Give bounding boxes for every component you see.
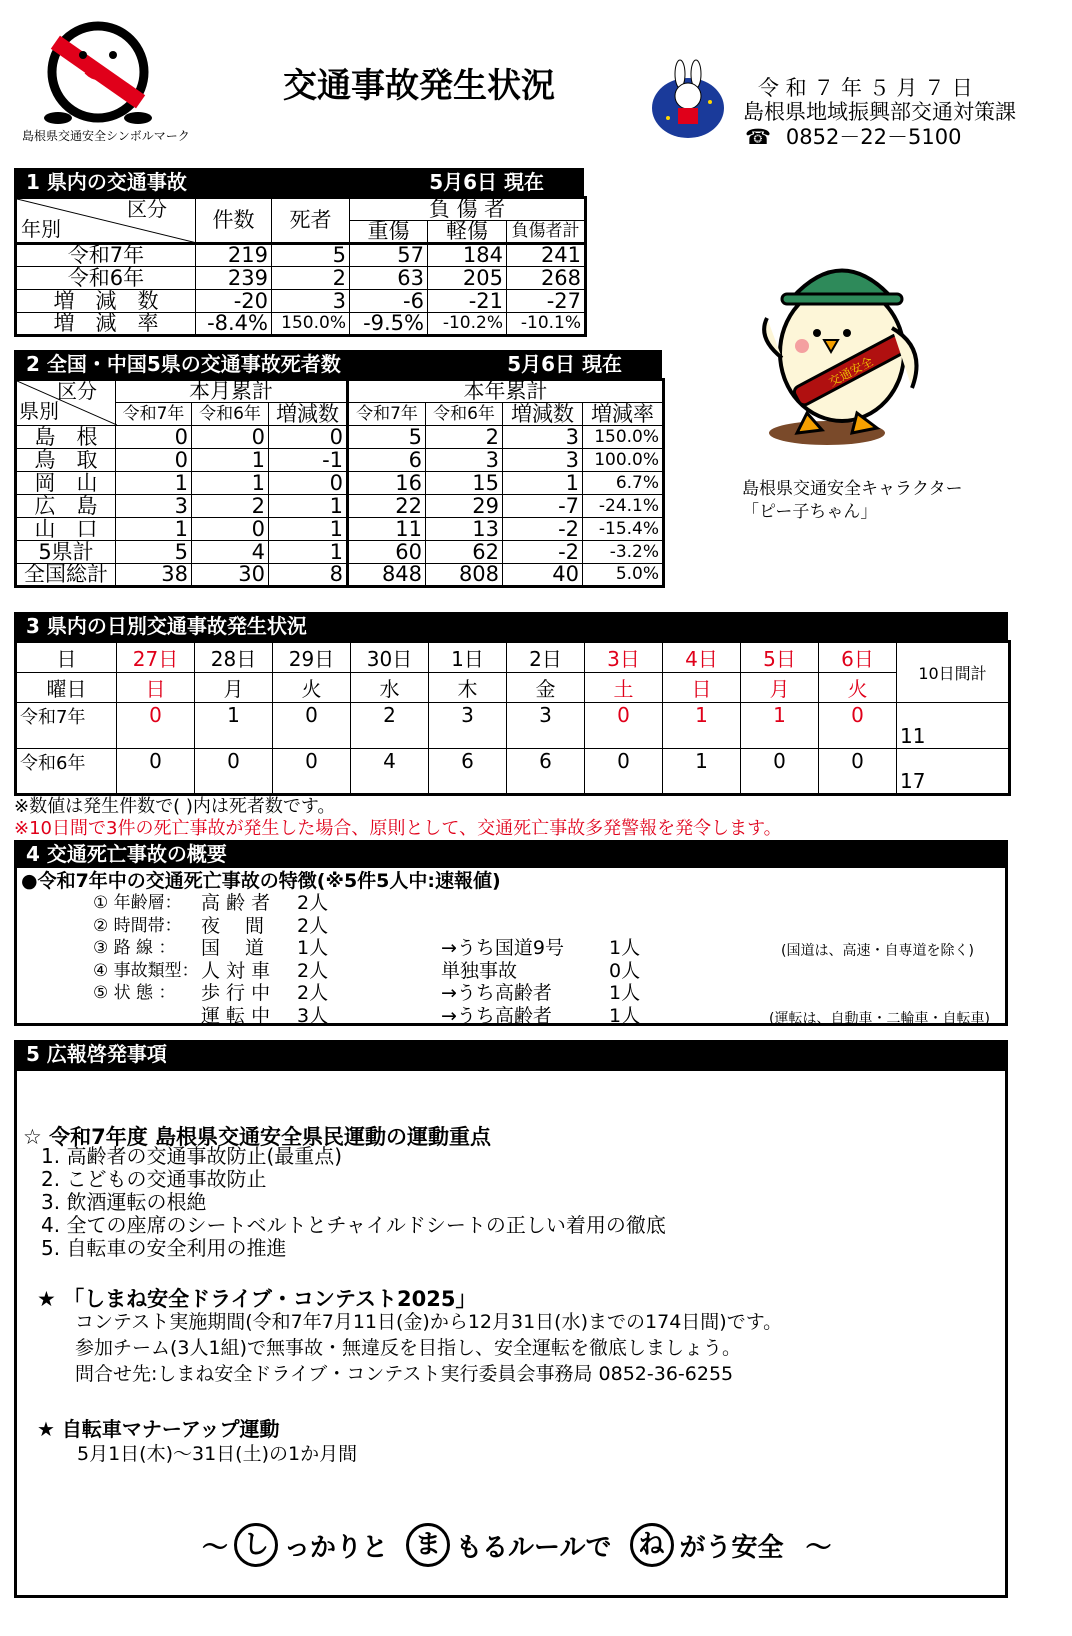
section3-header [14, 612, 1008, 640]
year-cumulative-header: 本年累計 [348, 380, 664, 403]
weekday-cell: 月 [195, 673, 273, 703]
section3 [14, 612, 1008, 840]
month-cumulative-header: 本月累計 [116, 380, 348, 403]
serious: 63 [350, 267, 428, 290]
r6-value: 4 [351, 749, 429, 795]
injured-total: -10.1% [507, 313, 586, 336]
weekday-cell: 火 [273, 673, 351, 703]
section3-table [14, 640, 1011, 796]
row-label: 増 減 数 [16, 290, 196, 313]
slogan-text-1: っかりと [284, 1532, 389, 1563]
day-cell: 2日 [507, 642, 585, 673]
item-count: 2人 [297, 914, 329, 937]
fatal-accident-item [17, 978, 1007, 1004]
r6-value: 0 [117, 749, 195, 795]
col-diff: 増減数 [503, 403, 583, 426]
item-label: ② 時間帯： [93, 915, 182, 936]
year-r7: 5 [348, 426, 426, 449]
injured-total: 241 [507, 244, 586, 267]
injured-total: -27 [507, 290, 586, 313]
col-diff: 増減数 [269, 403, 348, 426]
r6-total: 17 [897, 749, 1010, 795]
year-r6: 13 [426, 518, 503, 541]
section1-corner-top: 区分 [127, 197, 167, 221]
row-label: 令和7年 [16, 244, 196, 267]
table-row [16, 518, 664, 541]
r6-value: 1 [663, 749, 741, 795]
weekday-cell: 木 [429, 673, 507, 703]
table-row [16, 541, 664, 564]
section4-body [14, 868, 1008, 1026]
section2-title: 2 全国・中国5県の交通事故死者数 [26, 352, 341, 376]
piko-chan-character [752, 248, 932, 458]
r6-value: 0 [273, 749, 351, 795]
year-rate: 6.7% [583, 472, 664, 495]
row-label: 増 減 率 [16, 313, 196, 336]
page-title: 交通事故発生状況 [283, 66, 555, 106]
year-rate: 150.0% [583, 426, 664, 449]
month-diff: 1 [269, 518, 348, 541]
year-diff: -7 [503, 495, 583, 518]
year-diff: 3 [503, 449, 583, 472]
item-label: ① 年齢層： [93, 893, 182, 913]
r7-value: 0 [117, 703, 195, 749]
section3-title: 3 県内の日別交通事故発生状況 [26, 614, 307, 638]
year-r7: 22 [348, 495, 426, 518]
section5 [14, 1040, 1008, 1598]
r6-value: 6 [507, 749, 585, 795]
cases: 239 [196, 267, 272, 290]
row-label: 山 口 [16, 518, 116, 541]
month-diff: 0 [269, 472, 348, 495]
col-r7: 令和7年 [116, 403, 192, 426]
month-r6: 2 [192, 495, 269, 518]
section3-note2: ※10日間で3件の死亡事故が発生した場合、原則として、交通死亡事故多発警報を発令します。 [14, 818, 782, 839]
col-rate: 増減率 [583, 403, 664, 426]
item-sub-count: 1人 [609, 1004, 641, 1027]
slogan [202, 1523, 832, 1567]
section1-header [14, 168, 584, 196]
deaths: 150.0% [272, 313, 350, 336]
rabbit-mascot [648, 58, 728, 140]
item-count: 2人 [297, 982, 329, 1004]
year-rate: -15.4% [583, 518, 664, 541]
deaths: 2 [272, 267, 350, 290]
section5-body [14, 1068, 1008, 1598]
row-label: 5県計 [16, 541, 116, 564]
day-cell: 27日 [117, 642, 195, 673]
month-diff: 1 [269, 495, 348, 518]
weekday-cell: 月 [741, 673, 819, 703]
month-diff: -1 [269, 449, 348, 472]
table-row [16, 426, 664, 449]
bicycle-period: 5月1日(木)～31日(土)の1か月間 [77, 1443, 358, 1465]
driving-note: (運転は、自動車・二輪車・自転車) [769, 1011, 990, 1027]
r7-value: 0 [585, 703, 663, 749]
ten-day-total-label: 10日間計 [897, 642, 1010, 703]
cases: 219 [196, 244, 272, 267]
month-r6: 1 [192, 449, 269, 472]
minor: -10.2% [428, 313, 507, 336]
contest-line: 参加チーム(3人1組)で無事故・無違反を目指し、安全運転を徹底しましょう。 [75, 1337, 742, 1359]
deaths: 3 [272, 290, 350, 313]
r6-value: 0 [741, 749, 819, 795]
col-r7: 令和7年 [348, 403, 426, 426]
month-r7: 38 [116, 564, 192, 587]
department-name: 島根県地域振興部交通対策課 [743, 100, 1016, 124]
section4 [14, 840, 1008, 1026]
row-label: 令和6年 [16, 267, 196, 290]
weekday-cell: 水 [351, 673, 429, 703]
month-r6: 1 [192, 472, 269, 495]
col-deaths: 死者 [272, 198, 350, 244]
section2-corner [16, 380, 116, 426]
month-diff: 0 [269, 426, 348, 449]
r7-row-label: 令和7年 [16, 703, 117, 749]
minor: -21 [428, 290, 507, 313]
section1 [14, 168, 584, 337]
section5-title: 5 広報啓発事項 [26, 1042, 167, 1066]
r7-value: 0 [819, 703, 897, 749]
slogan-tilde-end: ～ [805, 1532, 832, 1563]
r7-value: 1 [741, 703, 819, 749]
injured-total: 268 [507, 267, 586, 290]
section1-corner-bottom: 年別 [21, 217, 61, 241]
bicycle-heading: ★ 自転車マナーアップ運動 [37, 1417, 280, 1441]
priority-item: 1. 高齢者の交通事故防止(最重点) [41, 1144, 343, 1168]
year-rate: -24.1% [583, 495, 664, 518]
item-sub: →うち国道9号 [441, 937, 565, 959]
priorities-heading: ☆ 令和7年度 島根県交通安全県民運動の運動重点 [23, 1125, 492, 1149]
fatal-accident-item [17, 888, 1007, 914]
year-r7: 16 [348, 472, 426, 495]
item-sub: 単独事故 [441, 959, 518, 982]
section2-corner-bottom: 県別 [19, 399, 59, 423]
item-sub: →うち高齢者 [441, 982, 552, 1004]
contest-line: 問合せ先:しまね安全ドライブ・コンテスト実行委員会事務局 0852-36-6255 [75, 1363, 734, 1385]
r6-row-label: 令和6年 [16, 749, 117, 795]
month-r6: 0 [192, 426, 269, 449]
year-diff: 40 [503, 564, 583, 587]
section1-as-of: 5月6日 現在 [429, 170, 544, 194]
weekday-cell: 火 [819, 673, 897, 703]
day-cell: 4日 [663, 642, 741, 673]
fatal-accident-item [17, 911, 1007, 937]
month-diff: 1 [269, 541, 348, 564]
priority-item: 4. 全ての座席のシートベルトとチャイルドシートの正しい着用の徹底 [41, 1213, 666, 1237]
col-minor: 軽傷 [428, 221, 507, 244]
table-row [16, 267, 586, 290]
section1-corner [16, 198, 196, 244]
slogan-circle-ma: ま [406, 1523, 450, 1567]
item-value: 人 対 車 [201, 959, 271, 982]
table-row [16, 244, 586, 267]
day-cell: 29日 [273, 642, 351, 673]
section1-table [14, 196, 587, 337]
r7-value: 2 [351, 703, 429, 749]
year-r6: 62 [426, 541, 503, 564]
serious: -6 [350, 290, 428, 313]
section4-subtitle: ●令和7年中の交通死亡事故の特徴(※5件5人中:速報値) [21, 870, 501, 892]
minor: 205 [428, 267, 507, 290]
item-value: 国 道 [201, 937, 265, 959]
section2-corner-top: 区分 [57, 379, 97, 403]
row-label: 広 島 [16, 495, 116, 518]
item-value: 運 転 中 [201, 1004, 271, 1027]
year-rate: 100.0% [583, 449, 664, 472]
day-cell: 3日 [585, 642, 663, 673]
symbol-mark-caption: 島根県交通安全シンボルマーク [22, 129, 190, 143]
contest-heading: ★ 「しまね安全ドライブ・コンテスト2025」 [37, 1287, 477, 1311]
month-r7: 5 [116, 541, 192, 564]
item-label: ④ 事故類型： [93, 960, 199, 981]
weekday-cell: 金 [507, 673, 585, 703]
cases: -8.4% [196, 313, 272, 336]
year-r6: 29 [426, 495, 503, 518]
year-r6: 3 [426, 449, 503, 472]
table-row [16, 564, 664, 587]
item-count: 1人 [297, 937, 329, 959]
month-r6: 30 [192, 564, 269, 587]
table-row [16, 449, 664, 472]
weekday-cell: 日 [117, 673, 195, 703]
year-r7: 6 [348, 449, 426, 472]
col-injured: 負 傷 者 [350, 198, 586, 221]
month-r6: 0 [192, 518, 269, 541]
year-r6: 15 [426, 472, 503, 495]
contest-line: コンテスト実施期間(令和7年7月11日(金)から12月31日(水)までの174日間)です。 [75, 1311, 783, 1333]
section4-title: 4 交通死亡事故の概要 [26, 842, 227, 866]
r7-value: 3 [429, 703, 507, 749]
slogan-text-2: もるルールで [456, 1532, 612, 1563]
row-label: 全国総計 [16, 564, 116, 587]
priority-item: 2. こどもの交通事故防止 [41, 1167, 267, 1191]
table-row [16, 495, 664, 518]
year-r7: 60 [348, 541, 426, 564]
character-caption-1: 島根県交通安全キャラクター [742, 479, 963, 499]
road-note: (国道は、高速・自専道を除く) [781, 943, 974, 959]
table-row [16, 313, 586, 336]
year-r7: 11 [348, 518, 426, 541]
symbol-mark-logo [38, 20, 158, 124]
month-r7: 1 [116, 518, 192, 541]
day-cell: 28日 [195, 642, 273, 673]
section2-header [14, 350, 662, 378]
item-value: 高 齢 者 [201, 892, 271, 914]
sash-text: 交通安全 [826, 354, 876, 390]
phone-icon: ☎ [745, 125, 772, 149]
col-cases: 件数 [196, 198, 272, 244]
issue-date: 令 和 ７ 年 ５ 月 ７ 日 [758, 76, 973, 100]
r6-value: 0 [819, 749, 897, 795]
year-diff: -2 [503, 541, 583, 564]
day-cell: 30日 [351, 642, 429, 673]
year-diff: 1 [503, 472, 583, 495]
row-label: 島 根 [16, 426, 116, 449]
weekday-cell: 土 [585, 673, 663, 703]
year-r6: 808 [426, 564, 503, 587]
day-cell: 6日 [819, 642, 897, 673]
day-cell: 1日 [429, 642, 507, 673]
item-sub: →うち高齢者 [441, 1004, 552, 1027]
slogan-circle-shi: し [234, 1523, 278, 1567]
serious: -9.5% [350, 313, 428, 336]
month-diff: 8 [269, 564, 348, 587]
item-label: ⑤ 状 態 ： [93, 983, 176, 1003]
year-rate: 5.0% [583, 564, 664, 587]
r6-value: 0 [585, 749, 663, 795]
section1-title: 1 県内の交通事故 [26, 170, 187, 194]
month-r7: 1 [116, 472, 192, 495]
slogan-text-3: がう安全 [679, 1532, 784, 1563]
month-r6: 4 [192, 541, 269, 564]
serious: 57 [350, 244, 428, 267]
year-diff: -2 [503, 518, 583, 541]
item-value: 歩 行 中 [201, 982, 271, 1004]
item-label: ③ 路 線 ： [93, 938, 176, 958]
slogan-circle-ne: ね [630, 1523, 674, 1567]
r6-value: 6 [429, 749, 507, 795]
slogan-tilde-start: ～ [202, 1532, 229, 1563]
year-rate: -3.2% [583, 541, 664, 564]
item-count: 2人 [297, 892, 329, 914]
day-row-label: 日 [16, 642, 117, 673]
col-r6: 令和6年 [192, 403, 269, 426]
r7-value: 0 [273, 703, 351, 749]
phone-line [745, 121, 961, 151]
year-diff: 3 [503, 426, 583, 449]
item-sub-count: 1人 [609, 982, 641, 1004]
section2 [14, 350, 662, 588]
r7-value: 1 [663, 703, 741, 749]
item-count: 2人 [297, 959, 329, 982]
r7-value: 3 [507, 703, 585, 749]
year-r7: 848 [348, 564, 426, 587]
cases: -20 [196, 290, 272, 313]
item-value: 夜 間 [201, 914, 265, 937]
phone-number: 0852－22－5100 [785, 125, 962, 149]
section2-as-of: 5月6日 現在 [507, 352, 622, 376]
col-injured-total: 負傷者計 [507, 221, 586, 244]
r6-value: 0 [195, 749, 273, 795]
section5-header [14, 1040, 1008, 1068]
table-row [16, 472, 664, 495]
col-serious: 重傷 [350, 221, 428, 244]
month-r7: 0 [116, 426, 192, 449]
deaths: 5 [272, 244, 350, 267]
priority-item: 5. 自転車の安全利用の推進 [41, 1236, 287, 1260]
item-count: 3人 [297, 1004, 329, 1027]
table-row [16, 290, 586, 313]
priority-item: 3. 飲酒運転の根絶 [41, 1190, 207, 1214]
weekday-row-label: 曜日 [16, 673, 117, 703]
month-r7: 0 [116, 449, 192, 472]
row-label: 岡 山 [16, 472, 116, 495]
section4-header [14, 840, 1008, 868]
r7-total: 11 [897, 703, 1010, 749]
col-r6: 令和6年 [426, 403, 503, 426]
item-sub-count: 0人 [609, 959, 641, 982]
year-r6: 2 [426, 426, 503, 449]
r7-value: 1 [195, 703, 273, 749]
minor: 184 [428, 244, 507, 267]
weekday-cell: 日 [663, 673, 741, 703]
month-r7: 3 [116, 495, 192, 518]
day-cell: 5日 [741, 642, 819, 673]
character-caption-2: 「ピー子ちゃん」 [742, 502, 878, 522]
row-label: 鳥 取 [16, 449, 116, 472]
item-sub-count: 1人 [609, 937, 641, 959]
section3-note1: ※数値は発生件数で( )内は死者数です。 [14, 796, 336, 817]
section2-table [14, 378, 665, 588]
